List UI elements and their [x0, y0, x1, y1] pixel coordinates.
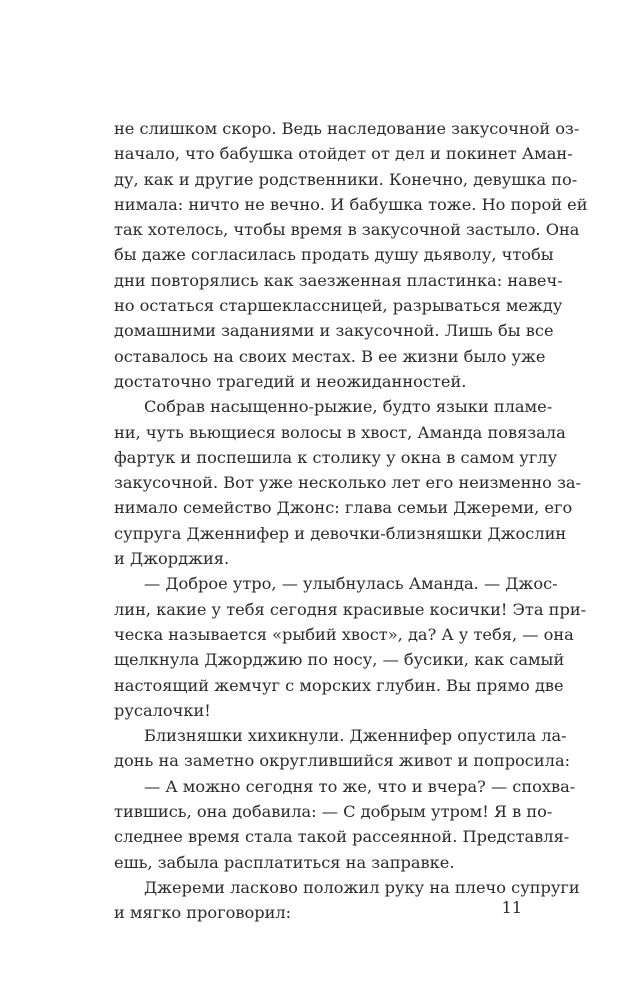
text-line: ни, чуть вьющиеся волосы в хвост, Аманда повязала: [114, 422, 566, 442]
text-line: нимала: ничто не вечно. И бабушка тоже. Но порой ей: [114, 194, 588, 214]
text-line: ешь, забыла расплатиться на заправке.: [114, 852, 455, 872]
text-line: оставалось на своих местах. В ее жизни было уже: [114, 346, 546, 366]
text-line: ду, как и другие родственники. Конечно, девушка по-: [114, 169, 578, 189]
text-line: лин, какие у тебя сегодня красивые косички! Эта при-: [114, 599, 587, 619]
text-line: донь на заметно округлившийся живот и попросила:: [114, 751, 571, 771]
text-line: Джереми ласково положил руку на плечо супруги: [144, 877, 580, 897]
text-line: достаточно трагедий и неожиданностей.: [114, 371, 467, 391]
text-line: супруга Дженнифер и девочки-близняшки Джослин: [114, 523, 567, 543]
text-line: но остаться старшеклассницей, разрываться между: [114, 296, 563, 316]
text-line: нимало семейство Джонс: глава семьи Джереми, его: [114, 498, 573, 518]
text-line: настоящий жемчуг с морских глубин. Вы прямо две: [114, 675, 564, 695]
text-line: не слишком скоро. Ведь наследование закусочной оз-: [114, 119, 580, 138]
text-line: — Доброе утро, — улыбнулась Аманда. — Джос-: [144, 574, 558, 594]
text-line: щелкнула Джорджию по носу, — бусики, как самый: [114, 650, 565, 670]
text-line: Собрав насыщенно-рыжие, будто языки пламе-: [144, 397, 553, 417]
text-line: бы даже согласилась продать душу дьяволу, чтобы: [114, 245, 554, 265]
text-line: дни повторялись как заезженная пластинка: навеч-: [114, 270, 563, 290]
text-line: Близняшки хихикнули. Дженнифер опустила ла-: [144, 726, 567, 746]
text-line: так хотелось, чтобы время в закусочной застыло. Она: [114, 220, 580, 240]
text-line: тившись, она добавила: — С добрым утром! Я в по-: [114, 802, 553, 822]
page-number: 11: [501, 898, 522, 917]
text-line: домашними заданиями и закусочной. Лишь бы все: [114, 321, 554, 341]
text-line: и мягко проговорил:: [114, 903, 292, 923]
text-line: начало, что бабушка отойдет от дел и покинет Аман-: [114, 144, 573, 164]
text-line: следнее время стала такой рассеянной. Представля-: [114, 827, 570, 847]
text-line: — А можно сегодня то же, что и вчера? — спохва-: [144, 776, 576, 796]
body-text: [114, 116, 588, 926]
text-line: закусочной. Вот уже несколько лет его неизменно за-: [114, 473, 582, 493]
text-line: фартук и поспешила к столику у окна в самом углу: [114, 447, 558, 467]
text-line: и Джорджия.: [114, 549, 230, 569]
text-line: русалочки!: [114, 700, 211, 720]
text-line: ческа называется «рыбий хвост», да? А у тебя, — она: [114, 624, 574, 644]
